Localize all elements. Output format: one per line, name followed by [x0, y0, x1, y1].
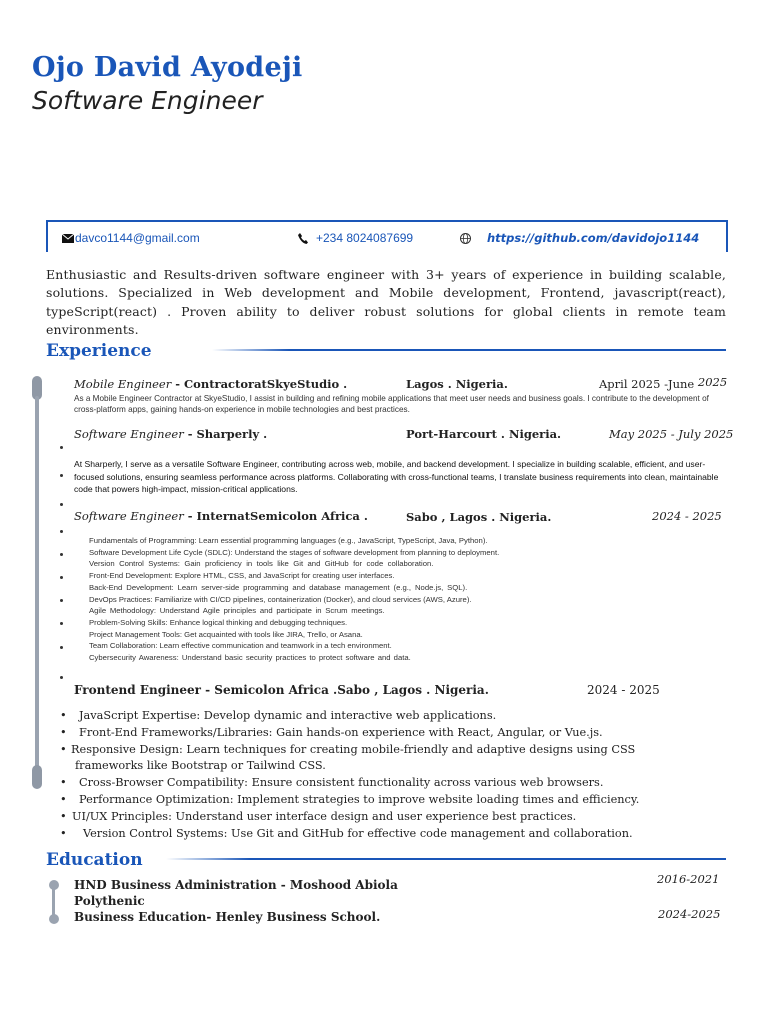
list-item: • JavaScript Expertise: Develop dynamic and interactive web applications. [60, 709, 497, 722]
job-3-company: - InternatSemicolon Africa . [183, 509, 368, 523]
experience-heading: Experience [46, 341, 152, 361]
job-1-date [599, 377, 727, 391]
bullet-dot [60, 576, 63, 579]
job-2-company: - Sharperly . [183, 427, 268, 441]
github-contact[interactable] [460, 231, 699, 245]
list-item-text: JavaScript Expertise: Develop dynamic and interactive web applications. [79, 709, 497, 722]
job-1-date-start: April 2025 -June [599, 377, 698, 391]
job-title-heading: Software Engineer [32, 86, 263, 115]
job-1-description: As a Mobile Engineer Contractor at SkyeStudio, I assist in building and refining mobile applications that meet user needs and business goals. I contribute to the development of cross-platform apps, gaining hands-on experience in mobile technologies and best practices. [74, 394, 709, 414]
list-item: Version Control Systems: Gain proficiency in tools like Git and GitHub for code collaboration. [89, 559, 434, 569]
list-item-text: UI/UX Principles: Understand user interface design and user experience best practices. [72, 809, 577, 823]
degree-label: HND [74, 878, 107, 892]
job-4-date: 2024 - 2025 [587, 683, 660, 697]
job-3-date: 2024 - 2025 [652, 509, 722, 523]
list-item-text: frameworks like Bootstrap or Tailwind CSS. [75, 759, 326, 773]
envelope-icon [62, 234, 74, 243]
education-2-date: 2024-2025 [658, 907, 721, 921]
list-item: Problem-Solving Skills: Enhance logical thinking and debugging techniques. [89, 617, 348, 627]
list-item-text: Responsive Design: Learn techniques for creating mobile-friendly and adaptive designs using CSS [71, 742, 636, 756]
list-item: Cybersecurity Awareness: Understand basic security practices to protect software and data. [89, 653, 411, 663]
bullet-dot [60, 553, 63, 556]
summary-paragraph: Enthusiastic and Results-driven software engineer with 3+ years of experience in building scalable, solutions. Specialized in Web development and Mobile development, Frontend, javascript(react), typeScript(react) . Proven ability to deliver robust solutions for global clients in remote team environments. [46, 267, 726, 337]
degree-detail-line2: Polythenic [74, 894, 145, 908]
list-item-text: Front-End Frameworks/Libraries: Gain hands-on experience with React, Angular, or Vue.js. [79, 725, 603, 739]
list-item-text: Performance Optimization: Implement strategies to improve website loading times and efficiency. [79, 792, 640, 806]
job-3-location: Sabo , Lagos . Nigeria. [406, 510, 552, 524]
list-item: • Front-End Frameworks/Libraries: Gain hands-on experience with React, Angular, or Vue.js. [60, 725, 603, 739]
job-2-description: At Sharperly, I serve as a versatile Software Engineer, contributing across web, mobile, and backend development. I specialize in building scalable, efficient, and user-focused solutions, ensuring seamless performance across platforms. Collaborating with cross-functional teams, I translate business requirements into clean, maintainable code that powers high-impact, mission-critical applications. [74, 459, 719, 494]
list-item: Software Development Life Cycle (SDLC): Understand the stages of software development from planning to deployment. [89, 547, 500, 557]
experience-timeline [35, 396, 39, 776]
job-2-role: Software Engineer [74, 427, 184, 441]
list-item-text: Cross-Browser Compatibility: Ensure consistent functionality across various web browsers. [79, 776, 604, 790]
timeline-bottom-cap [32, 765, 42, 789]
bullet-dot [60, 446, 63, 449]
list-item-text: Version Control Systems: Use Git and GitHub for effective code management and collaboration. [83, 826, 633, 840]
job-1-role: Mobile Engineer [74, 377, 172, 391]
experience-divider [212, 349, 726, 351]
list-item: Agile Methodology: Understand Agile principles and participate in Scrum meetings. [89, 606, 385, 616]
bullet-dot [60, 474, 63, 477]
education-entry-1 [74, 877, 398, 909]
bullet-dot [60, 599, 63, 602]
globe-icon [460, 233, 471, 244]
candidate-name: Ojo David Ayodeji [32, 52, 303, 83]
job-1-date-end: 2025 [697, 375, 728, 389]
job-4-list [60, 708, 639, 842]
list-item [60, 758, 639, 775]
phone-icon [298, 233, 308, 244]
list-item: Fundamentals of Programming: Learn essential programming languages (e.g., JavaScript, TypeScript, Java, Python). [89, 536, 488, 545]
job-1-location: Lagos . Nigeria. [406, 377, 508, 391]
degree-detail: Business Administration - Moshood Abiola [106, 878, 398, 892]
list-item: • Responsive Design: Learn techniques for creating mobile-friendly and adaptive designs using CSS [60, 742, 636, 756]
phone-text[interactable]: +234 8024087699 [316, 231, 414, 245]
bullet-dot [60, 530, 63, 533]
list-item: • Version Control Systems: Use Git and GitHub for effective code management and collaboration. [60, 826, 633, 840]
job-2-date: May 2025 - July 2025 [609, 427, 734, 441]
list-item: • UI/UX Principles: Understand user interface design and user experience best practices. [60, 809, 577, 823]
list-item: • Cross-Browser Compatibility: Ensure consistent functionality across various web browsers. [60, 776, 604, 790]
job-2-title [74, 427, 267, 441]
education-heading: Education [46, 850, 143, 870]
bullet-dot [60, 676, 63, 679]
education-timeline-dot-bottom [49, 914, 59, 924]
job-3-list [89, 535, 499, 664]
bullet-dot [60, 503, 63, 506]
list-item: • Performance Optimization: Implement strategies to improve website loading times and efficiency. [60, 792, 640, 806]
education-entry-2: Business Education- Henley Business School. [74, 910, 381, 924]
job-2-location: Port-Harcourt . Nigeria. [406, 427, 562, 441]
list-item: Front-End Development: Explore HTML, CSS, and JavaScript for creating user interfaces. [89, 571, 395, 581]
email-text[interactable]: davco1144@gmail.com [75, 231, 200, 245]
phone-contact[interactable] [298, 231, 413, 245]
github-link[interactable]: https://github.com/davidojo1144 [487, 231, 700, 245]
email-contact[interactable] [62, 231, 200, 245]
job-1-company: - ContractoratSkyeStudio . [171, 377, 348, 391]
list-item: Project Management Tools: Get acquainted with tools like JIRA, Trello, or Asana. [89, 629, 363, 639]
job-3-title [74, 509, 368, 523]
list-item: DevOps Practices: Familiarize with CI/CD pipelines, containerization (Docker), and cloud services (AWS, Azure). [89, 594, 472, 604]
bullet-dot [60, 622, 63, 625]
list-item: Back-End Development: Learn server-side programming and database management (e.g., Node.js, SQL). [89, 582, 468, 592]
education-divider [166, 858, 726, 860]
list-item: Team Collaboration: Learn effective communication and teamwork in a tech environment. [89, 641, 392, 651]
job-4-title: Frontend Engineer - Semicolon Africa .Sabo , Lagos . Nigeria. [74, 683, 489, 697]
job-3-role: Software Engineer [74, 509, 184, 523]
education-1-date: 2016-2021 [657, 872, 720, 886]
bullet-dot [60, 646, 63, 649]
job-1-title [74, 377, 347, 391]
